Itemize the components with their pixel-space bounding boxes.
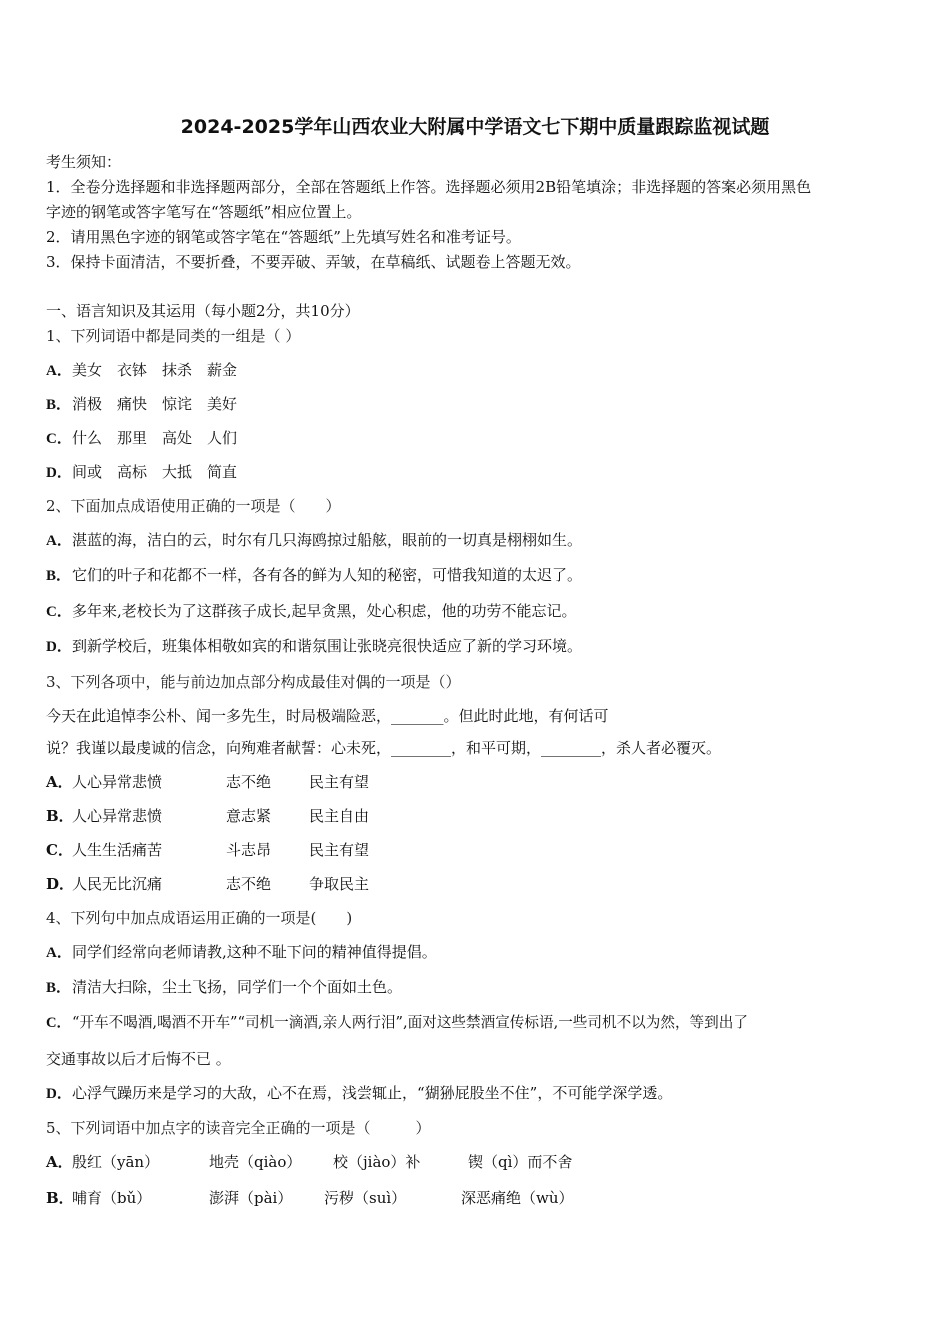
- option-text: 人心异常悲愤: [72, 807, 163, 825]
- q3-c-choice-3: 民主有望: [309, 841, 370, 859]
- q5-option-a: [46, 1152, 159, 1172]
- q3-d-choice-3: 争取民主: [309, 875, 370, 893]
- q4-option-c: [46, 1013, 748, 1033]
- option-label: C．: [46, 431, 72, 447]
- option-label: A．: [46, 363, 72, 379]
- q2-option-b: [46, 565, 582, 586]
- q3-passage-1: 今天在此追悼李公朴、闻一多先生，时局极端险恶，_______。但此时此地，有何话可: [46, 707, 609, 725]
- option-text: 美女 衣钵 抹杀 薪金: [72, 361, 238, 379]
- q5-b-word-2: 澎湃（pài）: [209, 1189, 293, 1207]
- option-label: B．: [46, 568, 72, 584]
- q3-b-choice-2: 意志紧: [226, 807, 272, 825]
- q3-d-choice-2: 志不绝: [226, 875, 272, 893]
- option-text: 间或 高标 大抵 简直: [72, 463, 238, 481]
- option-label: A．: [46, 1153, 73, 1171]
- notice-heading: 考生须知：: [46, 153, 122, 171]
- option-label: B．: [46, 980, 72, 996]
- option-text: 它们的叶子和花都不一样，各有各的鲜为人知的秘密，可惜我知道的太迟了。: [72, 566, 583, 584]
- q5-a-word-2: 地壳（qiào）: [209, 1153, 302, 1171]
- q1-option-c: [46, 428, 237, 449]
- question-1-stem: 1、下列词语中都是同类的一组是（ ）: [46, 327, 301, 345]
- option-label: A．: [46, 773, 73, 791]
- option-label: B．: [46, 1189, 74, 1207]
- q3-option-a: [46, 772, 162, 792]
- q3-option-b: [46, 806, 162, 826]
- option-text: 清洁大扫除，尘土飞扬，同学们一个个面如土色。: [72, 978, 403, 996]
- option-text: 哺育（bǔ）: [72, 1189, 152, 1207]
- q3-option-d: [46, 874, 162, 894]
- option-label: A．: [46, 533, 72, 549]
- option-label: B．: [46, 807, 74, 825]
- q3-a-choice-3: 民主有望: [309, 773, 370, 791]
- option-text: 湛蓝的海，洁白的云，时尔有几只海鸥掠过船舷，眼前的一切真是栩栩如生。: [72, 531, 583, 549]
- q4-option-b: [46, 977, 402, 998]
- option-label: C．: [46, 604, 72, 620]
- q4-option-c-continued: 交通事故以后才后悔不已 。: [46, 1050, 231, 1068]
- page-title: 2024-2025学年山西农业大附属中学语文七下期中质量跟踪监视试题: [180, 116, 770, 138]
- q3-option-c: [46, 840, 162, 860]
- q1-option-b: [46, 394, 237, 415]
- notice-line-3: 3．保持卡面清洁，不要折叠，不要弄破、弄皱，在草稿纸、试题卷上答题无效。: [46, 253, 581, 271]
- option-label: D．: [46, 875, 75, 893]
- question-2-stem: 2、下面加点成语使用正确的一项是（ ）: [46, 497, 341, 515]
- q5-a-word-3: 校（jiào）补: [333, 1153, 421, 1171]
- option-label: C．: [46, 1015, 72, 1031]
- section-heading: 一、语言知识及其运用（每小题2分，共10分）: [46, 302, 360, 320]
- option-label: D．: [46, 465, 72, 481]
- q5-b-word-4: 深恶痛绝（wù）: [461, 1189, 574, 1207]
- q2-option-a: [46, 530, 582, 551]
- question-5-stem: 5、下列词语中加点字的读音完全正确的一项是（ ）: [46, 1119, 431, 1137]
- q5-option-b: [46, 1188, 151, 1208]
- q3-c-choice-2: 斗志昂: [226, 841, 272, 859]
- q4-option-d: [46, 1083, 672, 1104]
- question-4-stem: 4、下列句中加点成语运用正确的一项是( ): [46, 909, 353, 927]
- option-text: 到新学校后，班集体相敬如宾的和谐氛围让张晓亮很快适应了新的学习环境。: [72, 637, 583, 655]
- question-3-stem: 3、下列各项中，能与前边加点部分构成最佳对偶的一项是（）: [46, 673, 461, 691]
- q5-a-word-4: 锲（qì）而不舍: [468, 1153, 573, 1171]
- q1-option-d: [46, 462, 237, 483]
- notice-line-1a: 1．全卷分选择题和非选择题两部分，全部在答题纸上作答。选择题必须用2B铅笔填涂；非选择题的答案必须用黑色: [46, 178, 812, 196]
- option-text: 多年来,老校长为了这群孩子成长,起早贪黑，处心积虑，他的功劳不能忘记。: [72, 602, 577, 620]
- option-text: 人心异常悲愤: [72, 773, 163, 791]
- q3-b-choice-3: 民主自由: [309, 807, 370, 825]
- q1-option-a: [46, 360, 237, 381]
- q3-a-choice-2: 志不绝: [226, 773, 272, 791]
- notice-line-1b: 字迹的钢笔或答字笔写在“答题纸”相应位置上。: [46, 203, 362, 221]
- notice-line-2: 2．请用黑色字迹的钢笔或答字笔在“答题纸”上先填写姓名和准考证号。: [46, 228, 521, 246]
- option-text: 同学们经常向老师请教,这种不耻下问的精神值得提倡。: [72, 943, 437, 961]
- q5-b-word-3: 污秽（suì）: [324, 1189, 407, 1207]
- option-label: D．: [46, 639, 72, 655]
- option-text: “开车不喝酒,喝酒不开车”“司机一滴酒,亲人两行泪”,面对这些禁酒宣传标语,一些司机不以为然，等到出了: [72, 1014, 748, 1031]
- q2-option-c: [46, 601, 577, 622]
- option-label: A．: [46, 945, 72, 961]
- q3-passage-2: 说？我谨以最虔诚的信念，向殉难者献誓：心未死，________，和平可期，________，杀人者必覆灭。: [46, 739, 722, 757]
- option-text: 人民无比沉痛: [72, 875, 163, 893]
- option-label: C．: [46, 841, 73, 859]
- q4-option-a: [46, 942, 437, 963]
- option-text: 殷红（yān）: [72, 1153, 160, 1171]
- option-text: 人生生活痛苦: [72, 841, 163, 859]
- option-text: 消极 痛快 惊诧 美好: [72, 395, 238, 413]
- option-text: 心浮气躁历来是学习的大敌，心不在焉，浅尝辄止，“猢狲屁股坐不住”，不可能学深学透。: [72, 1084, 673, 1102]
- q2-option-d: [46, 636, 582, 657]
- option-label: D．: [46, 1086, 72, 1102]
- option-label: B．: [46, 397, 72, 413]
- option-text: 什么 那里 高处 人们: [72, 429, 238, 447]
